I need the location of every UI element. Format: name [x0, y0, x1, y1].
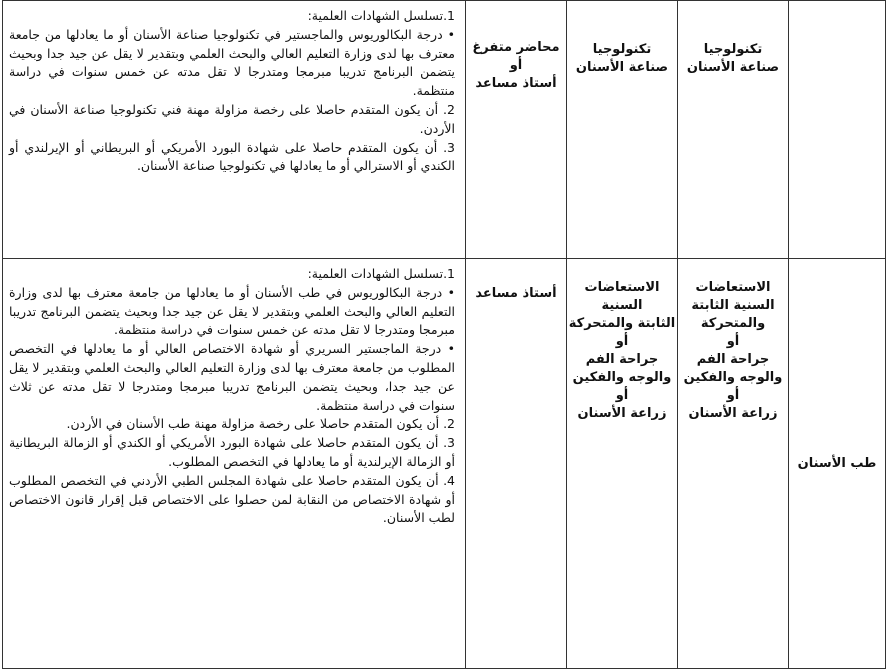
rank-cell [466, 1, 567, 259]
department-line: زراعة الأسنان [688, 406, 778, 421]
department-line: صناعة الأسنان [686, 60, 780, 75]
department-line: السنية الثابتة [691, 298, 775, 313]
specialty-line: صناعة الأسنان [575, 60, 669, 75]
requirements-cell [3, 1, 466, 259]
department-cell [678, 259, 789, 669]
specialty-line: أو [615, 334, 629, 349]
department-line: أو [726, 388, 740, 403]
requirements-title: 1.تسلسل الشهادات العلمية: [307, 8, 455, 23]
requirement-item: 2. أن يكون المتقدم حاصلا على رخصة مزاولة مهنة طب الأسنان في الأردن. [66, 416, 455, 432]
requirement-bullet: • درجة البكالوريوس في طب الأسنان أو ما يعادلها من جامعة معترف بها لدى وزارة التعليم العالي والبحث العلمي وبتقدير لا يقل عن جيد جدا وبحيث يتضمن البرنامج تدريبا مبرمجا ومتدرجا لا تقل مدته عن خمس سنوات في دراسة منتظمة. [9, 284, 455, 338]
specialty-line: السنية [601, 298, 643, 313]
requirement-bullet: • درجة البكالوريوس والماجستير في تكنولوجيا صناعة الأسنان أو ما يعادلها من جامعة معترف بها لدى وزارة التعليم العالي والبحث العلمي وبتقدير لا يقل عن جيد جدا وبحيث يتضمن البرنامج تدريبا مبرمجا ومتدرجا لا تقل مدته عن خمس سنوات في دراسة منتظمة. [9, 26, 455, 99]
requirement-bullet: • درجة الماجستير السريري أو شهادة الاختصاص العالي أو ما يعادلها في التخصص المطلوب من جامعة معترف بها لدى وزارة التعليم العالي والبحث العلمي وبتقدير لا يقل عن جيد جدا، وبحيث يتضمن البرنامج تدريبا مبرمجا ومتدرجا لا تقل مدته عن ثلاث سنوات في دراسة منتظمة. [9, 341, 455, 413]
specialty-cell [567, 259, 678, 669]
rank-line: أستاذ مساعد [475, 286, 557, 301]
requirement-item: 3. أن يكون المتقدم حاصلا على شهادة البورد الأمريكي أو الكندي أو الزمالة البريطانية أو الزمالة الإيرلندية أو ما يعادلها في التخصص المطلوب. [9, 435, 455, 469]
rank-line: محاضر متفرغ [472, 40, 560, 55]
specialty-line: الثابتة والمتحركة [568, 316, 676, 331]
specialty-line: جراحة الفم [585, 352, 659, 367]
table-row [3, 1, 886, 259]
requirement-item: 2. أن يكون المتقدم حاصلا على رخصة مزاولة مهنة فني تكنولوجيا صناعة الأسنان في الأردن. [9, 101, 455, 136]
department-line: أو [726, 334, 740, 349]
department-cell [678, 1, 789, 259]
specialty-line: تكنولوجيا [592, 42, 652, 57]
department-line: تكنولوجيا [703, 42, 763, 57]
college-cell: طب الأسنان [789, 259, 886, 669]
department-line: جراحة الفم [696, 352, 770, 367]
rank-line: أو [509, 58, 523, 73]
rank-cell [466, 259, 567, 669]
specialty-line: أو [615, 388, 629, 403]
department-line: والمتحركة [700, 316, 766, 331]
requirements-table [2, 0, 886, 669]
requirements-cell [3, 259, 466, 669]
table-row [3, 259, 886, 669]
rank-line: أستاذ مساعد [475, 76, 557, 91]
specialty-cell [567, 1, 678, 259]
requirement-item: 3. أن يكون المتقدم حاصلا على شهادة البورد الأمريكي أو البريطاني أو الإيرلندي أو الكندي أو الاسترالي أو ما يعادلها في تكنولوجيا صناعة الأسنان. [9, 139, 455, 174]
department-line: والوجه والفكين [683, 370, 783, 385]
requirements-title: 1.تسلسل الشهادات العلمية: [307, 266, 455, 281]
college-cell-empty [789, 1, 886, 259]
department-line: الاستعاضات [695, 280, 771, 295]
requirement-item: 4. أن يكون المتقدم حاصلا على شهادة المجلس الطبي الأردني في التخصص المطلوب أو شهادة الاختصاص من النقابة لمن حصلوا على الاختصاص قبل إقرار قانون الاختصاص لطب الأسنان. [9, 472, 455, 526]
specialty-line: والوجه والفكين [572, 370, 672, 385]
specialty-line: الاستعاضات [584, 280, 660, 295]
specialty-line: زراعة الأسنان [577, 406, 667, 421]
